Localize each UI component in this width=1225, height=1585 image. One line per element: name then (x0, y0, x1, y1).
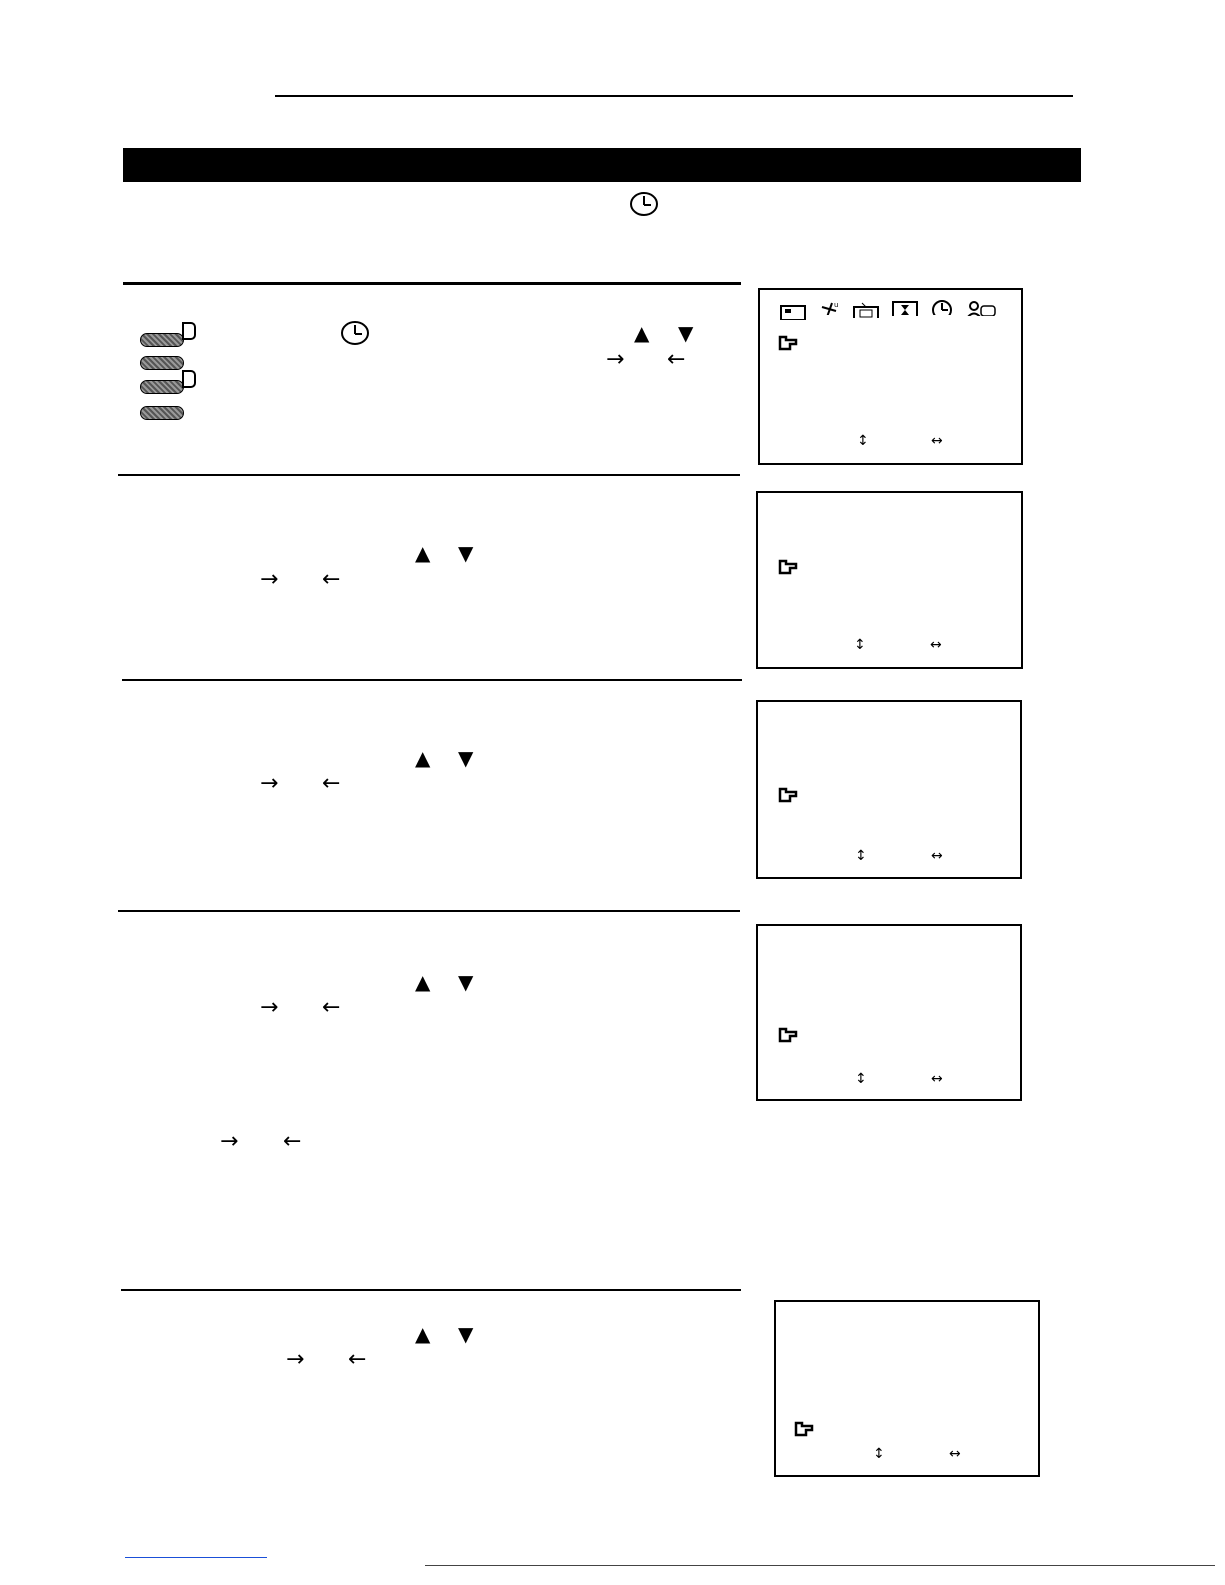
down-arrow-icon: ▼ (458, 1322, 474, 1346)
tv-menu-icon (852, 302, 880, 318)
footer-rule (425, 1565, 1215, 1566)
footer-link-underline (125, 1557, 267, 1558)
header-rule (275, 95, 1073, 97)
updown-nav-hint: ↕ (854, 637, 866, 653)
right-arrow-icon: → (260, 567, 279, 592)
left-arrow-icon: ← (322, 995, 341, 1020)
osd-screen-step-2 (756, 491, 1023, 669)
finger-press-icon (182, 322, 196, 340)
leftright-nav-hint: ↔ (930, 637, 942, 653)
remote-button-icon (140, 333, 184, 347)
updown-nav-hint: ↕ (855, 1071, 867, 1087)
leftright-nav-hint: ↔ (931, 848, 943, 864)
pointing-hand-icon (778, 559, 798, 575)
osd-screen-step-5 (774, 1300, 1040, 1477)
down-arrow-icon: ▼ (678, 321, 694, 345)
svg-text:u: u (834, 301, 839, 309)
antenna-menu-icon (818, 299, 842, 315)
section-divider (121, 1289, 741, 1291)
pointing-hand-icon (794, 1421, 814, 1437)
section-divider (118, 474, 740, 476)
right-arrow-icon: → (260, 995, 279, 1020)
up-arrow-icon: ▲ (415, 970, 431, 994)
clock-menu-icon (930, 299, 954, 315)
down-arrow-icon: ▼ (458, 541, 474, 565)
remote-button-icon (140, 356, 184, 370)
leftright-nav-hint: ↔ (931, 1071, 943, 1087)
left-arrow-icon: ← (283, 1129, 302, 1154)
leftright-nav-hint: ↔ (931, 433, 943, 449)
pointing-hand-icon (778, 1027, 798, 1043)
left-arrow-icon: ← (348, 1347, 367, 1372)
left-arrow-icon: ← (667, 347, 686, 372)
clock-icon (629, 191, 659, 217)
picture-menu-icon (780, 304, 806, 320)
down-arrow-icon: ▼ (458, 970, 474, 994)
up-arrow-icon: ▲ (415, 541, 431, 565)
section-divider (123, 282, 741, 285)
down-arrow-icon: ▼ (458, 746, 474, 770)
section-divider (122, 679, 742, 681)
left-arrow-icon: ← (322, 567, 341, 592)
remote-button-icon (140, 406, 184, 420)
up-arrow-icon: ▲ (415, 1322, 431, 1346)
updown-nav-hint: ↕ (855, 848, 867, 864)
timer-menu-icon (891, 300, 919, 316)
left-arrow-icon: ← (322, 771, 341, 796)
clock-icon (340, 320, 370, 346)
right-arrow-icon: → (606, 347, 625, 372)
right-arrow-icon: → (220, 1129, 239, 1154)
osd-screen-clock-menu (758, 288, 1023, 465)
remote-button-icon (140, 380, 184, 394)
osd-screen-step-3 (756, 700, 1022, 879)
section-title-bar (123, 148, 1081, 182)
up-arrow-icon: ▲ (634, 321, 650, 345)
right-arrow-icon: → (286, 1347, 305, 1372)
right-arrow-icon: → (260, 771, 279, 796)
section-divider (118, 910, 740, 912)
finger-press-icon (182, 370, 196, 388)
updown-nav-hint: ↕ (873, 1446, 885, 1462)
updown-nav-hint: ↕ (857, 433, 869, 449)
pointing-hand-icon (778, 787, 798, 803)
pointing-hand-icon (778, 335, 798, 351)
osd-screen-step-4 (756, 924, 1022, 1101)
up-arrow-icon: ▲ (415, 746, 431, 770)
leftright-nav-hint: ↔ (949, 1446, 961, 1462)
user-settings-menu-icon (965, 300, 997, 316)
